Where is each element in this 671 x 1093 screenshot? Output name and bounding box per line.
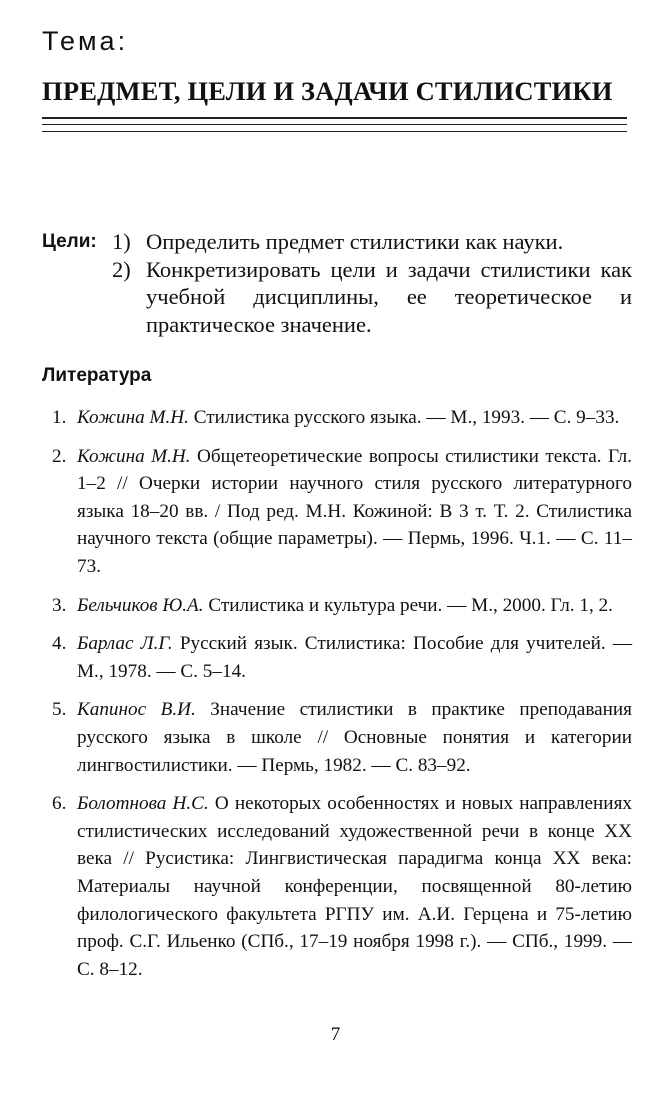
literature-item-author: Капинос В.И. xyxy=(77,699,196,721)
literature-item xyxy=(42,790,632,983)
topic-title: ПРЕДМЕТ, ЦЕЛИ И ЗАДАЧИ СТИЛИСТИКИ xyxy=(42,76,613,106)
literature-list xyxy=(42,404,632,994)
goal-item xyxy=(42,228,632,256)
literature-item xyxy=(42,443,632,581)
literature-item-number: 2. xyxy=(52,445,67,467)
literature-item-number: 1. xyxy=(52,407,67,428)
title-rule-thick xyxy=(42,117,627,119)
literature-item-text: Стилистика русского языка. — М., 1993. — С. 9–33. xyxy=(188,407,620,428)
literature-item-text: Общетеоретические вопросы стилистики текста. Гл. 1–2 // Очерки истории научного стиля русского литературного языка 18–20 вв. / Под ред. М.Н. Кожиной: В 3 т. Т. 2. Стилистика научного текста (общие параметры). — Пермь, 1996. Ч.1. — С. 11–73. xyxy=(77,445,632,577)
literature-item xyxy=(42,404,632,432)
goal-text: Конкретизировать цели и задачи стилистики как учебной дисциплины, ее теоретическое и практическое значение. xyxy=(146,256,632,337)
literature-heading: Литература xyxy=(42,365,152,386)
literature-item-text: О некоторых особенностях и новых направлениях стилистических исследований художественной речи в конце XX века // Русистика: Лингвистическая парадигма конца XX века: Материалы научной конференции, посвященной 80-летию филологического факультета РГПУ им. А.И. Герцена и 75-летию проф. С.Г. Ильенко (СПб., 17–19 ноября 1998 г.). — СПб., 1999. — С. 8–12. xyxy=(77,793,632,980)
goal-item xyxy=(42,256,632,339)
topic-label: Тема: xyxy=(42,26,129,56)
literature-item xyxy=(42,630,632,685)
goal-number: 2) xyxy=(112,256,131,282)
literature-item-author: Кожина М.Н. xyxy=(77,407,189,428)
literature-item-author: Барлас Л.Г. xyxy=(77,633,173,655)
literature-item-number: 3. xyxy=(52,594,67,616)
literature-item-text: Значение стилистики в практике преподавания русского языка в школе // Основные понятия и категории лингвостилистики. — Пермь, 1982. — С. 83–92. xyxy=(77,699,633,776)
title-rule-thin xyxy=(42,131,627,132)
literature-item-author: Кожина М.Н. xyxy=(77,445,191,467)
goals-section xyxy=(42,228,632,338)
literature-item xyxy=(42,592,632,620)
literature-item xyxy=(42,696,632,779)
literature-item-number: 4. xyxy=(52,633,67,655)
literature-item-text: Русский язык. Стилистика: Пособие для учителей. — М., 1978. — С. 5–14. xyxy=(77,633,633,682)
goal-number: 1) xyxy=(112,229,131,254)
literature-item-author: Болотнова Н.С. xyxy=(77,793,209,815)
title-rule-thin xyxy=(42,124,627,125)
literature-item-text: Стилистика и культура речи. — М., 2000. Гл. 1, 2. xyxy=(203,594,613,616)
goal-text: Определить предмет стилистики как науки. xyxy=(146,229,564,254)
goals-label: Цели: xyxy=(42,231,97,252)
literature-item-author: Бельчиков Ю.А. xyxy=(77,594,204,616)
literature-item-number: 6. xyxy=(52,793,67,815)
literature-item-number: 5. xyxy=(52,699,67,721)
page-number: 7 xyxy=(330,1024,341,1045)
